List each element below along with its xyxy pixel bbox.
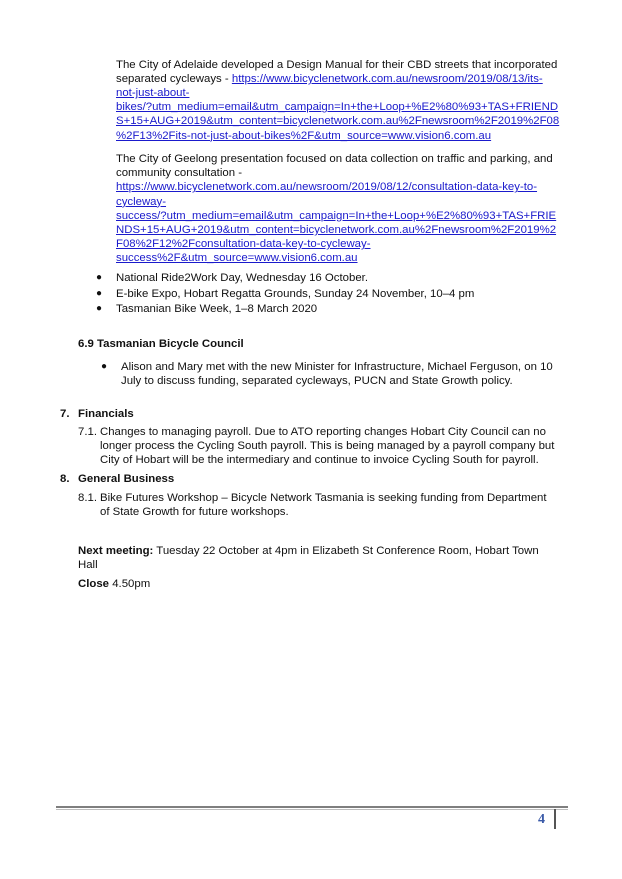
adelaide-text-line2-row xyxy=(116,72,572,86)
events-list xyxy=(96,271,572,318)
adelaide-link-line1[interactable]: https://www.bicyclenetwork.com.au/newsroom/2019/08/13/its- xyxy=(231,73,543,85)
section-8-1-line1: Bike Futures Workshop – Bicycle Network Tasmania is seeking funding from Department xyxy=(100,492,547,504)
adelaide-paragraph xyxy=(116,58,572,72)
geelong-text-line2: community consultation - xyxy=(116,167,242,180)
adelaide-link-rest xyxy=(116,86,572,143)
next-meeting-label: Next meeting: xyxy=(78,545,154,557)
footer-rule-shadow xyxy=(56,809,568,810)
section-7-1-body xyxy=(100,425,570,468)
section-7-1-line1: Changes to managing payroll. Due to ATO reporting changes Hobart City Council can no xyxy=(100,426,546,438)
close-label: Close xyxy=(78,578,110,590)
section-8-1-line2: of State Growth for future workshops. xyxy=(100,506,289,519)
bullet-icon: ● xyxy=(96,287,103,299)
geelong-link-line2[interactable]: cycleway- xyxy=(116,195,167,208)
close-line xyxy=(78,577,150,591)
adelaide-text-line2 xyxy=(116,72,572,86)
geelong-paragraph xyxy=(116,152,572,266)
section-6-9-heading: 6.9 Tasmanian Bicycle Council xyxy=(78,338,244,350)
next-meeting-text: Tuesday 22 October at 4pm in Elizabeth St Conference Room, Hobart Town xyxy=(153,545,539,557)
section-7-heading: Financials xyxy=(78,408,134,420)
section-7-1-number: 7.1. xyxy=(78,426,97,438)
section-6-9-line2: July to discuss funding, separated cycleways, PUCN and State Growth policy. xyxy=(121,375,513,388)
geelong-link-line1[interactable]: https://www.bicyclenetwork.com.au/newsroom/2019/08/12/consultation-data-key-to- xyxy=(116,181,538,194)
bullet-icon: ● xyxy=(96,303,103,315)
bullet-icon: ● xyxy=(96,272,103,283)
adelaide-text-tail: separated cycleways - xyxy=(116,73,232,85)
adelaide-text-line1: The City of Adelaide developed a Design Manual for their CBD streets that incorporated xyxy=(116,59,558,71)
section-6-9-bullet xyxy=(101,360,571,388)
section-8-1-body xyxy=(100,491,570,519)
page-number: 4 xyxy=(538,812,545,827)
section-7-number: 7. xyxy=(60,408,70,420)
adelaide-link-line4[interactable]: S+15+AUG+2019&utm_content=bicyclenetwork.com.au%2Fnewsroom%2F2019%2F08 xyxy=(116,115,560,128)
bullet-icon: ● xyxy=(101,361,108,372)
list-item xyxy=(96,302,572,316)
section-8-number: 8. xyxy=(60,473,70,485)
section-8-1-number: 8.1. xyxy=(78,492,97,504)
geelong-link-line6[interactable]: success%2F&utm_source=www.vision6.com.au xyxy=(116,252,358,265)
next-meeting xyxy=(78,544,568,572)
geelong-link-line3[interactable]: success/?utm_medium=email&utm_campaign=In+the+Loop+%E2%80%93+TAS+FRIE xyxy=(116,209,557,222)
adelaide-link-line2[interactable]: not-just-about- xyxy=(116,87,190,99)
close-time: 4.50pm xyxy=(109,578,151,590)
section-8-heading: General Business xyxy=(78,473,175,485)
event-text: E-bike Expo, Hobart Regatta Grounds, Sunday 24 November, 10–4 pm xyxy=(116,287,475,300)
footer-rule xyxy=(56,806,568,808)
geelong-link-line4[interactable]: NDS+15+AUG+2019&utm_content=bicyclenetwork.com.au%2Fnewsroom%2F2019%2 xyxy=(116,224,557,237)
next-meeting-line2: Hall xyxy=(78,559,98,572)
geelong-link-line5[interactable]: F08%2F12%2Fconsultation-data-key-to-cycleway- xyxy=(116,238,371,251)
section-6-9-line1: Alison and Mary met with the new Minister for Infrastructure, Michael Ferguson, on 10 xyxy=(121,361,553,373)
list-item xyxy=(96,287,572,301)
geelong-text-line1: The City of Geelong presentation focused on data collection on traffic and parking, and xyxy=(116,153,553,165)
list-item xyxy=(96,271,572,285)
section-7-1-line3: City of Hobart will be the intermediary and continue to invoice Cycling South for payroll. xyxy=(100,454,539,467)
next-meeting-line1 xyxy=(78,544,568,558)
event-text: Tasmanian Bike Week, 1–8 March 2020 xyxy=(116,303,318,316)
adelaide-link-line3[interactable]: bikes/?utm_medium=email&utm_campaign=In+the+Loop+%E2%80%93+TAS+FRIEND xyxy=(116,101,559,114)
section-7-1-line2: longer process the Cycling South payroll. This is being managed by a payroll company but xyxy=(100,440,555,453)
adelaide-link-line5[interactable]: %2F13%2Fits-not-just-about-bikes%2F&utm_source=www.vision6.com.au xyxy=(116,129,492,142)
event-text: National Ride2Work Day, Wednesday 16 October. xyxy=(116,272,368,284)
page-number-bar xyxy=(554,809,556,829)
